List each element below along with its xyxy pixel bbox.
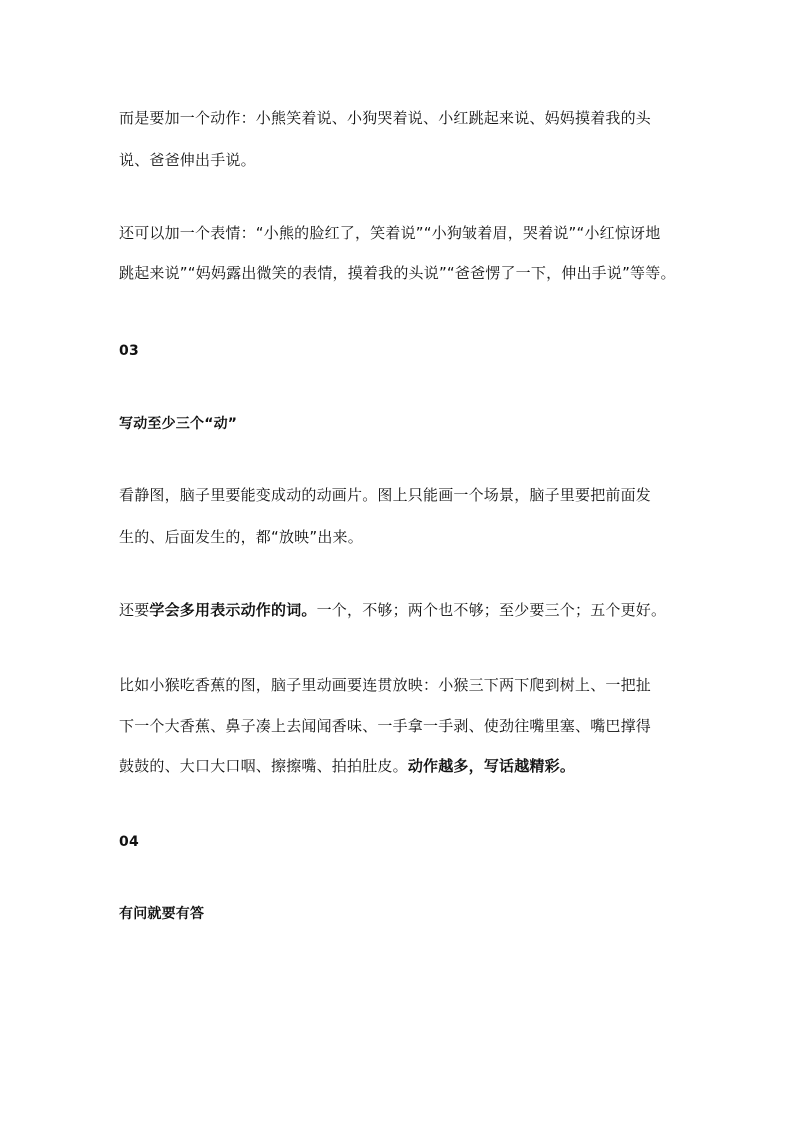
paragraph-1-line-2: 说、爸爸伸出手说。 xyxy=(119,151,256,169)
paragraph-2-line-2: 跳起来说”“妈妈露出微笑的表情，摸着我的头说”“爸爸愣了一下，伸出手说”等等。 xyxy=(119,264,676,282)
paragraph-5-line-3 xyxy=(119,755,679,777)
paragraph-5-line-1: 比如小猴吃香蕉的图，脑子里动画要连贯放映：小猴三下两下爬到树上、一把扯 xyxy=(119,676,652,694)
section-3-number: 03 xyxy=(119,343,139,359)
section-4-number: 04 xyxy=(119,834,139,850)
paragraph-3-line-2: 生的、后面发生的，都“放映”出来。 xyxy=(119,528,363,546)
paragraph-4 xyxy=(119,599,679,621)
paragraph-4-prefix: 还要 xyxy=(119,601,150,619)
paragraph-3-line-1: 看静图，脑子里要能变成动的动画片。图上只能画一个场景，脑子里要把前面发 xyxy=(119,486,652,504)
paragraph-5-bold-phrase: 动作越多，写话越精彩。 xyxy=(407,757,576,775)
paragraph-4-bold-phrase: 学会多用表示动作的词。 xyxy=(149,601,317,619)
paragraph-4-suffix: 一个，不够；两个也不够；至少要三个；五个更好。 xyxy=(316,601,667,619)
paragraph-1-line-1: 而是要加一个动作：小熊笑着说、小狗哭着说、小红跳起来说、妈妈摸着我的头 xyxy=(119,109,652,127)
paragraph-5-line-2: 下一个大香蕉、鼻子凑上去闻闻香味、一手拿一手剥、使劲往嘴里塞、嘴巴撑得 xyxy=(119,717,652,735)
paragraph-5-line-3-prefix: 鼓鼓的、大口大口咽、擦擦嘴、拍拍肚皮。 xyxy=(119,757,408,775)
paragraph-2-line-1: 还可以加一个表情：“小熊的脸红了，笑着说”“小狗皱着眉，哭着说”“小红惊讶地 xyxy=(119,224,661,242)
section-4-title: 有问就要有答 xyxy=(119,906,205,922)
section-3-title: 写动至少三个“动” xyxy=(119,416,238,432)
